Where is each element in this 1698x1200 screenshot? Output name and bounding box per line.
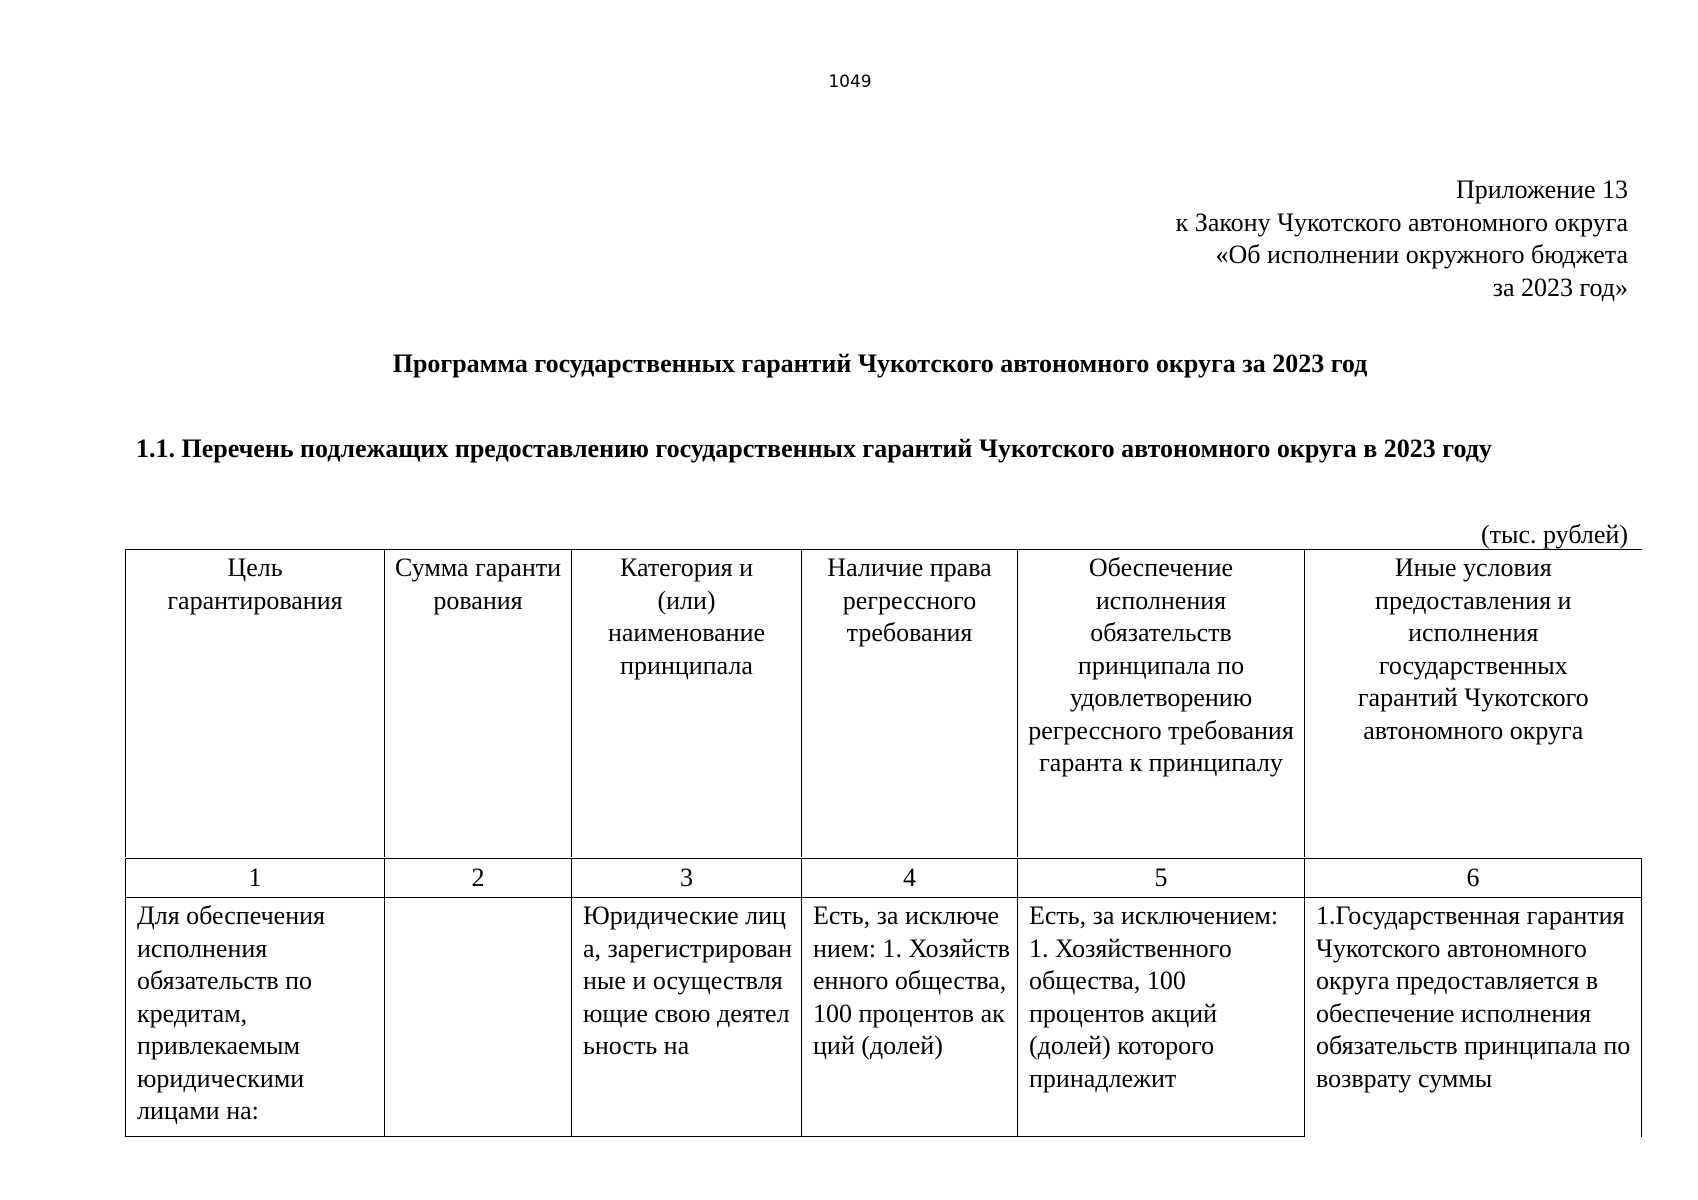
table-cell: Есть, за исключением: 1. Хозяйственного общества, 100 процентов акций (долей) которого принадлежит [1018,898,1305,1137]
appendix-line: «Об исполнении окружного бюджета [1215,240,1628,269]
column-numbers-row [126,859,1642,898]
column-number: 2 [385,859,572,898]
column-number: 1 [126,859,385,898]
document-title: Программа государственных гарантий Чукотского автономного округа за 2023 год [392,349,1368,378]
table-row [126,898,1642,1137]
table-cell: Юридические лица, зарегистрированные и осуществляющие свою деятельность на [572,898,802,1137]
column-number: 5 [1018,859,1305,898]
appendix-header [1176,174,1628,304]
section-title: 1.1. Перечень подлежащих предоставлению государственных гарантий Чукотского автономного округа в 2023 году [136,434,1492,463]
header-cell: Иные условия предоставления и исполнения государственных гарантий Чукотского автономного округа [1305,550,1642,858]
units-label: (тыс. рублей) [1480,520,1628,549]
column-number: 3 [572,859,802,898]
data-table [125,858,1642,1137]
appendix-line: к Закону Чукотского автономного округа [1175,207,1628,237]
header-cell: Цель гарантирования [126,550,385,858]
header-cell: Категория и (или) наименование принципала [572,550,802,858]
column-number: 6 [1305,859,1642,898]
page-number: 1049 [828,72,872,92]
header-table [125,549,1642,857]
appendix-line: Приложение 13 [1455,175,1628,204]
header-cell: Наличие права регрессного требования [802,550,1018,858]
table-cell: 1.Государственная гарантия Чукотского автономного округа предоставляется в обеспечение исполнения обязательств принципала по возврату суммы [1305,898,1642,1137]
header-row [126,550,1642,858]
appendix-line: за 2023 год» [1492,272,1628,302]
header-cell: Сумма гарантирования [385,550,572,858]
column-number: 4 [802,859,1018,898]
table-cell: Есть, за исключением: 1. Хозяйственного общества, 100 процентов акций (долей) [802,898,1018,1137]
table-cell [385,898,572,1137]
table-cell: Для обеспечения исполнения обязательств по кредитам, привлекаемым юридическими лицами на: [126,898,385,1137]
header-cell: Обеспечение исполнения обязательств принципала по удовлетворению регрессного требования гаранта к принципалу [1018,550,1305,858]
